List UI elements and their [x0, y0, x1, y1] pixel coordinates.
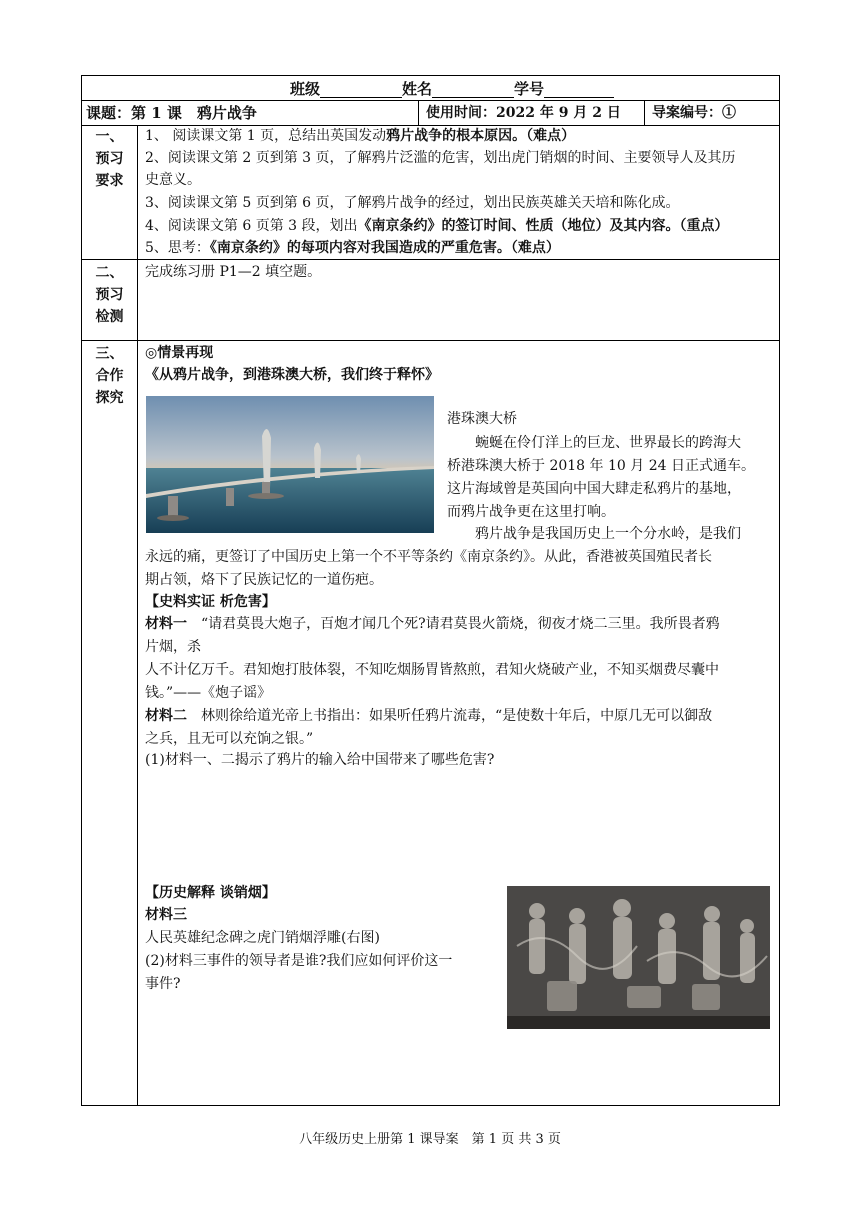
id-label: 学号	[514, 80, 545, 98]
usage-date: 使用时间：2022 年 9 月 2 日	[426, 105, 621, 121]
evidence-heading: 【史料实证 析危害】	[145, 594, 276, 610]
bridge-text-1: 蜿蜒在伶仃洋上的巨龙、世界最长的跨海大	[447, 435, 741, 451]
id-blank[interactable]	[544, 81, 614, 98]
relief-photo-graphic	[507, 886, 770, 1029]
material3-label: 材料三	[145, 907, 187, 923]
section1-label: 一、 预习 要求	[95, 129, 124, 189]
prep-item-2-cont: 史意义。	[145, 172, 201, 188]
bridge-text-2: 桥港珠澳大桥于 2018 年 10 月 24 日正式通车。	[447, 458, 755, 474]
name-blank[interactable]	[432, 81, 514, 98]
question-2-line1: (2)材料三事件的领导者是谁?我们应如何评价这一	[145, 953, 453, 969]
bridge-text-5: 鸦片战争是我国历史上一个分水岭，是我们	[447, 526, 741, 542]
material1-line2: 片烟，杀	[145, 639, 201, 655]
answer-area-1[interactable]	[145, 775, 770, 875]
material1-line1: 材料一 “请君莫畏大炮子，百炮才闻几个死?请君莫畏火箭烧，彻夜才烧二三里。我所畏者鸦	[145, 616, 720, 632]
question-2-line2: 事件?	[145, 976, 181, 992]
bridge-full-2: 期占领，烙下了民族记忆的一道伤疤。	[145, 572, 383, 588]
prep-item-5: 5、思考：《南京条约》的每项内容对我国造成的严重危害。（难点）	[145, 240, 560, 256]
explain-heading: 【历史解释 谈销烟】	[145, 885, 276, 901]
scene-heading: ◎情景再现	[145, 345, 214, 361]
material1-line3: 人不计亿万千。君知炮打肢体裂，不知吃烟肠胃皆熬煎，君知火烧破产业，不知买烟费尽囊中	[145, 662, 719, 678]
plan-number: 导案编号：①	[652, 105, 736, 121]
material2-line1: 材料二 林则徐给道光帝上书指出：如果听任鸦片流毒，“是使数十年后，中原几无可以御敌	[145, 708, 713, 724]
bridge-text-3: 这片海域曾是英国向中国大肆走私鸦片的基地，	[447, 481, 741, 497]
class-label: 班级	[290, 80, 321, 98]
prep-item-1: 1、 阅读课文第 1 页，总结出英国发动鸦片战争的根本原因。（难点）	[145, 128, 576, 144]
prep-item-4: 4、阅读课文第 6 页第 3 段，划出《南京条约》的签订时间、性质（地位）及其内容。（重点）	[145, 218, 729, 234]
section2-label: 二、 预习 检测	[95, 265, 124, 325]
relief-photo	[507, 886, 770, 1029]
question-1: (1)材料一、二揭示了鸦片的输入给中国带来了哪些危害?	[145, 752, 495, 768]
bridge-text-4: 而鸦片战争更在这里打响。	[447, 504, 615, 520]
prep-check-text: 完成练习册 P1—2 填空题。	[145, 264, 322, 280]
material1-line4: 钱。”——《炮子谣》	[145, 685, 272, 701]
header-student-info	[290, 80, 614, 98]
page-footer: 八年级历史上册第 1 课导案 第 1 页 共 3 页	[299, 1132, 561, 1147]
material2-line2: 之兵，且无可以充饷之银。”	[145, 731, 314, 747]
bridge-full-1: 永远的痛，更签订了中国历史上第一个不平等条约《南京条约》。从此，香港被英国殖民者长	[145, 549, 712, 565]
material3-text: 人民英雄纪念碑之虎门销烟浮雕(右图)	[145, 930, 380, 946]
scene-title: 《从鸦片战争，到港珠澳大桥，我们终于释怀》	[145, 367, 439, 383]
prep-item-3: 3、阅读课文第 5 页到第 6 页，了解鸦片战争的经过，划出民族英雄关天培和陈化成。	[145, 195, 680, 211]
name-label: 姓名	[402, 80, 433, 98]
prep-item-2: 2、阅读课文第 2 页到第 3 页，了解鸦片泛滥的危害，划出虎门销烟的时间、主要领导人及其历	[145, 150, 736, 166]
bridge-photo-graphic	[146, 396, 434, 533]
topic-title: 课题：第 1 课 鸦片战争	[86, 104, 257, 122]
section3-label: 三、 合作 探究	[95, 346, 124, 406]
class-blank[interactable]	[320, 81, 402, 98]
bridge-caption: 港珠澳大桥	[447, 411, 517, 427]
bridge-photo	[146, 396, 434, 533]
